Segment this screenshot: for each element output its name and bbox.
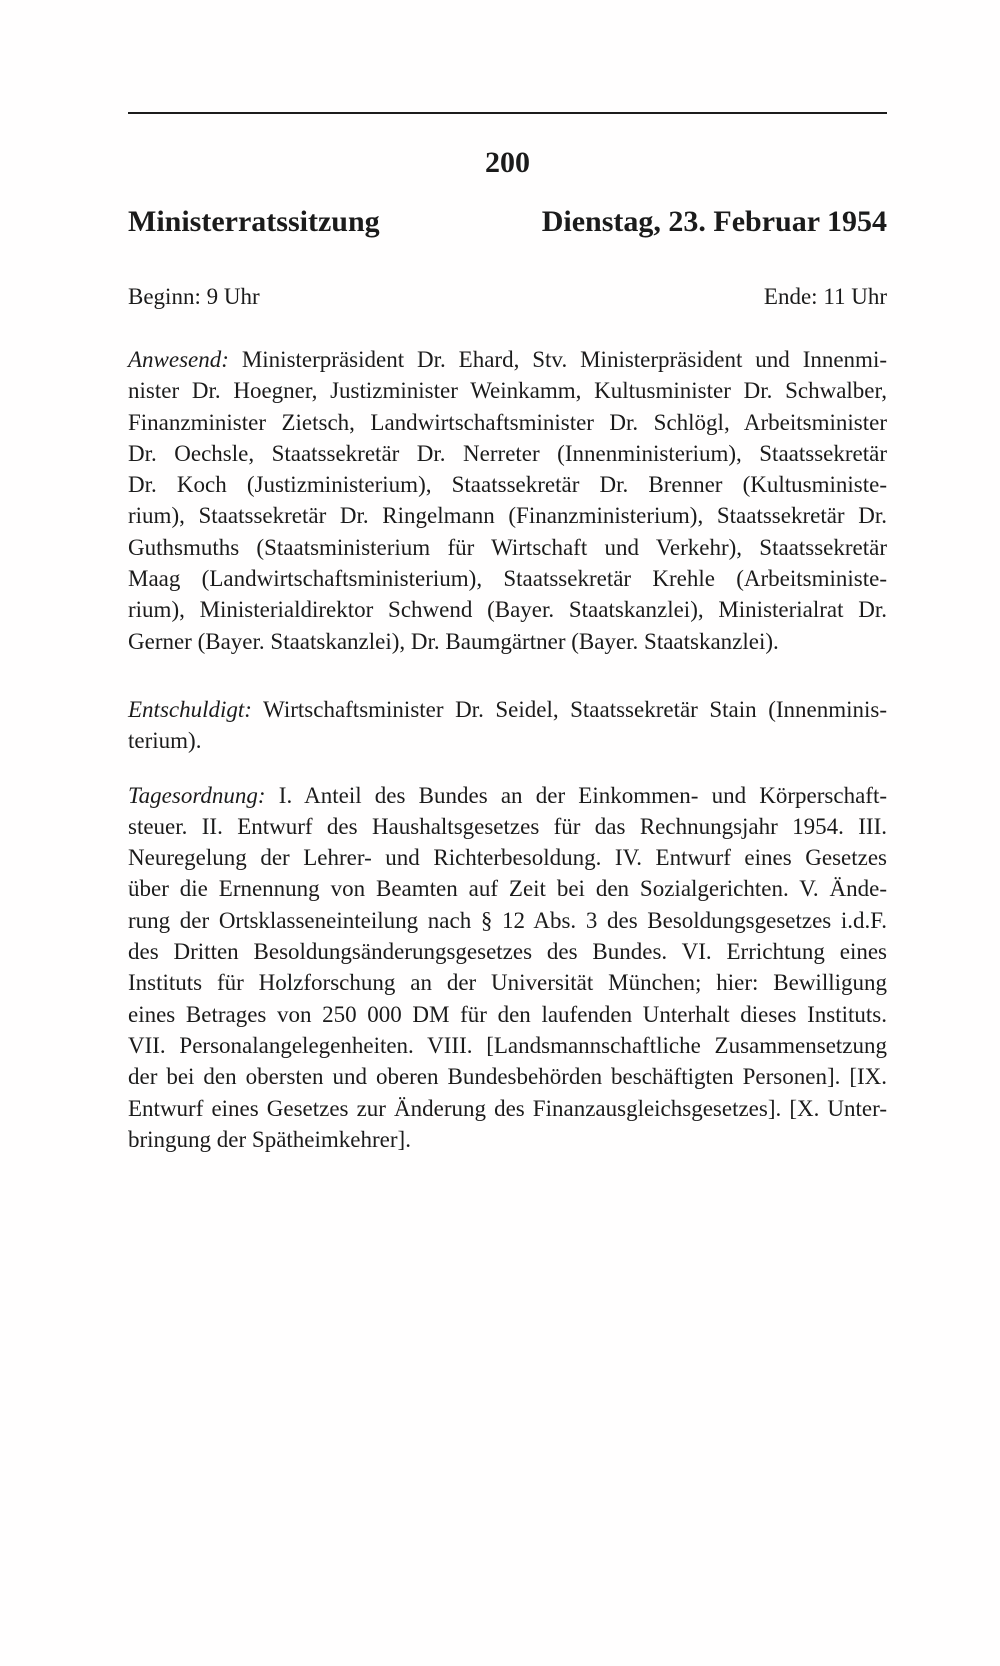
text-line: des Dritten Besoldungsänderungsgesetzes des Bundes. VI. Errichtung eines — [128, 939, 887, 965]
text-line: nister Dr. Hoegner, Justizminister Weinkamm, Kultusminister Dr. Schwalber, — [128, 378, 887, 404]
text-line: Finanzminister Zietsch, Landwirtschaftsminister Dr. Schlögl, Arbeitsminister — [128, 409, 887, 435]
text-line: Entschuldigt: Wirtschaftsminister Dr. Seidel, Staatssekretär Stain (Innenminis- — [128, 696, 887, 722]
text-line: VII. Personalangelegenheiten. VIII. [Landsmannschaftliche Zusammensetzung — [128, 1032, 887, 1058]
text-line: Neuregelung der Lehrer- und Richterbesoldung. IV. Entwurf eines Gesetzes — [128, 845, 887, 871]
text-line: Tagesordnung: I. Anteil des Bundes an der Einkommen- und Körperschaft- — [128, 782, 887, 808]
text-line: terium). — [128, 728, 202, 754]
text-line: Instituts für Holzforschung an der Universität München; hier: Bewilligung — [128, 970, 887, 996]
paragraph-lead-italic: Entschuldigt: — [128, 696, 252, 722]
text-line: bringung der Spätheimkehrer]. — [128, 1126, 411, 1152]
session-times — [128, 283, 887, 311]
text-line: rium), Staatssekretär Dr. Ringelmann (Finanzministerium), Staatssekretär Dr. — [128, 503, 887, 529]
text-line: Dr. Koch (Justizministerium), Staatssekretär Dr. Brenner (Kultusministe- — [128, 472, 887, 498]
session-header — [128, 205, 887, 239]
text-line: Entwurf eines Gesetzes zur Änderung des Finanzausgleichsgesetzes]. [X. Unter- — [128, 1095, 887, 1121]
text-line: Gerner (Bayer. Staatskanzlei), Dr. Baumgärtner (Bayer. Staatskanzlei). — [128, 628, 779, 654]
text-line: rung der Ortsklasseneinteilung nach § 12 Abs. 3 des Besoldungsgesetzes i.d.F. — [128, 907, 887, 933]
text-line: steuer. II. Entwurf des Haushaltsgesetzes für das Rechnungsjahr 1954. III. — [128, 813, 887, 839]
text-line: Anwesend: Ministerpräsident Dr. Ehard, Stv. Ministerpräsident und Innenmi- — [128, 347, 887, 372]
page-top-rule — [128, 112, 887, 114]
text-line: über die Ernennung von Beamten auf Zeit bei den Sozialgerichten. V. Ände- — [128, 876, 887, 902]
text-line: eines Betrages von 250 000 DM für den laufenden Unterhalt dieses Instituts. — [128, 1001, 887, 1027]
text-line: der bei den obersten und oberen Bundesbehörden beschäftigten Personen]. [IX. — [128, 1064, 887, 1090]
paragraph — [128, 780, 887, 1156]
session-title: Ministerratssitzung — [128, 205, 380, 238]
text-line: rium), Ministerialdirektor Schwend (Bayer. Staatskanzlei), Ministerialrat Dr. — [128, 597, 887, 623]
paragraph-lead-italic: Tagesordnung: — [128, 782, 266, 808]
paragraph — [128, 694, 887, 757]
page-number: 200 — [485, 146, 530, 179]
paragraphs — [128, 344, 887, 1155]
session-begin-time: Beginn: 9 Uhr — [128, 284, 260, 309]
session-end-time: Ende: 11 Uhr — [763, 284, 887, 309]
text-line: Dr. Oechsle, Staatssekretär Dr. Nerreter (Innenministerium), Staatssekretär — [128, 440, 887, 466]
paragraph — [128, 344, 887, 657]
text-line: Guthsmuths (Staatsministerium für Wirtschaft und Verkehr), Staatssekretär — [128, 534, 887, 560]
session-date: Dienstag, 23. Februar 1954 — [541, 205, 887, 238]
paragraph-lead-italic: Anwesend: — [128, 347, 229, 372]
text-line: Maag (Landwirtschaftsministerium), Staatssekretär Krehle (Arbeitsministe- — [128, 566, 887, 592]
